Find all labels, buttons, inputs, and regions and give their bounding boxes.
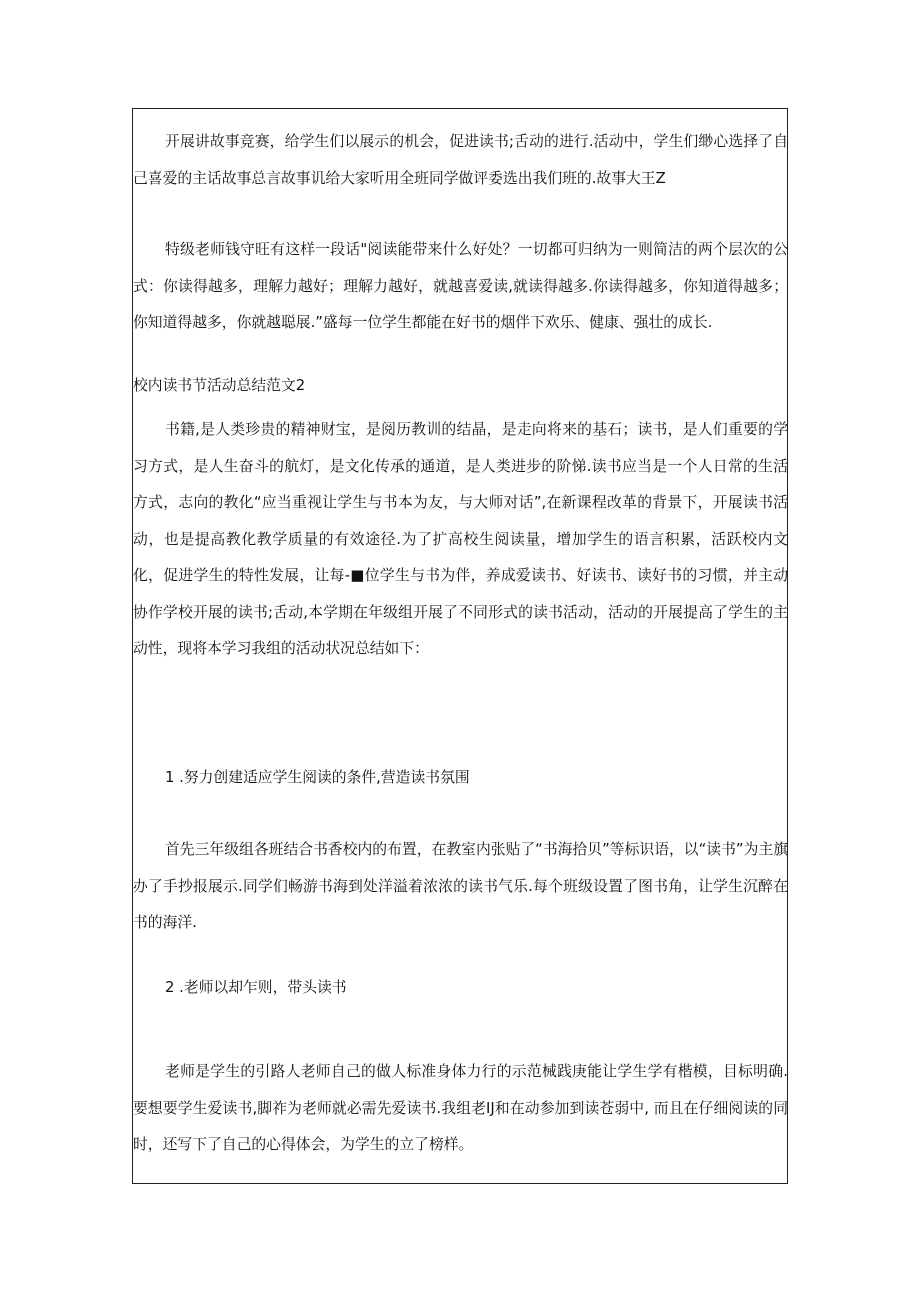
paragraph-storytelling: 开展讲故事竞赛，给学生们以展示的机会，促进读书;舌动的进行.活动中，学生们缈心选择了自己喜爱的主话故事总言故事讥给大家听用全班同学做评委选出我们班的.故事大王Z <box>133 133 788 187</box>
section-heading: 校内读书节活动总结范文2 <box>133 377 306 394</box>
list-item-2: 2 .老师以却乍则，带头读书 <box>165 979 347 996</box>
paragraph-classroom: 首先三年级组各班结合书香校内的布置，在教室内张贴了“书海拾贝”等标识语，以“读书”为主旗办了手抄报展示.同学们畅游书海到处洋溢着浓浓的读书气乐.每个班级设置了图书角，让学生沉醉在书的海洋. <box>133 841 788 931</box>
list-item-1: 1 .努力创建适应学生阅读的条件,营造读书氛围 <box>165 769 470 786</box>
paragraph-teacher-quote: 特级老师钱守旺有这样一段话"阅读能带来什么好处？一切都可归纳为一则简洁的两个层次的公式：你读得越多，理解力越好；理解力越好，就越喜爱读,就读得越多.你读得越多，你知道得越多；你知道得越多，你就越聪展.”盛每一位学生都能在好书的烟伴下欢乐、健康、强壮的成长. <box>133 241 788 331</box>
paragraph-teachers: 老师是学生的引路人老师自己的做人标准身体力行的示范械践庚能让学生学有楷模，目标明确.要想要学生爱读书,脚祚为老师就必需先爱读书.我组老IJ和在动参加到读苍弱中, 而且在仔细阅读的同时，还写下了自己的心得体会，为学生的立了榜样。 <box>133 1063 788 1153</box>
paragraph-intro: 书籍,是人类珍贵的精神财宝，是阅历教训的结晶，是走向将来的基石；读书，是人们重要的学习方式，是人生奋斗的航灯，是文化传承的通道，是人类进步的阶悌.读书应当是一个人日常的生活方式，志向的教化“应当重视让学生与书本为友，与大师对话”,在新课程改革的背景下，开展读书活动，也是提高教化教学质量的有效途径.为了扩高校生阅读量，增加学生的语言积累，活跃校内文化，促进学生的特性发展，让每-■位学生与书为伴，养成爱读书、好读书、读好书的习惯，并主动协作学校开展的读书;舌动,本学期在年级组开展了不同形式的读书活动，活动的开展提高了学生的主动性，现将本学习我组的活动状况总结如下： <box>133 421 788 657</box>
